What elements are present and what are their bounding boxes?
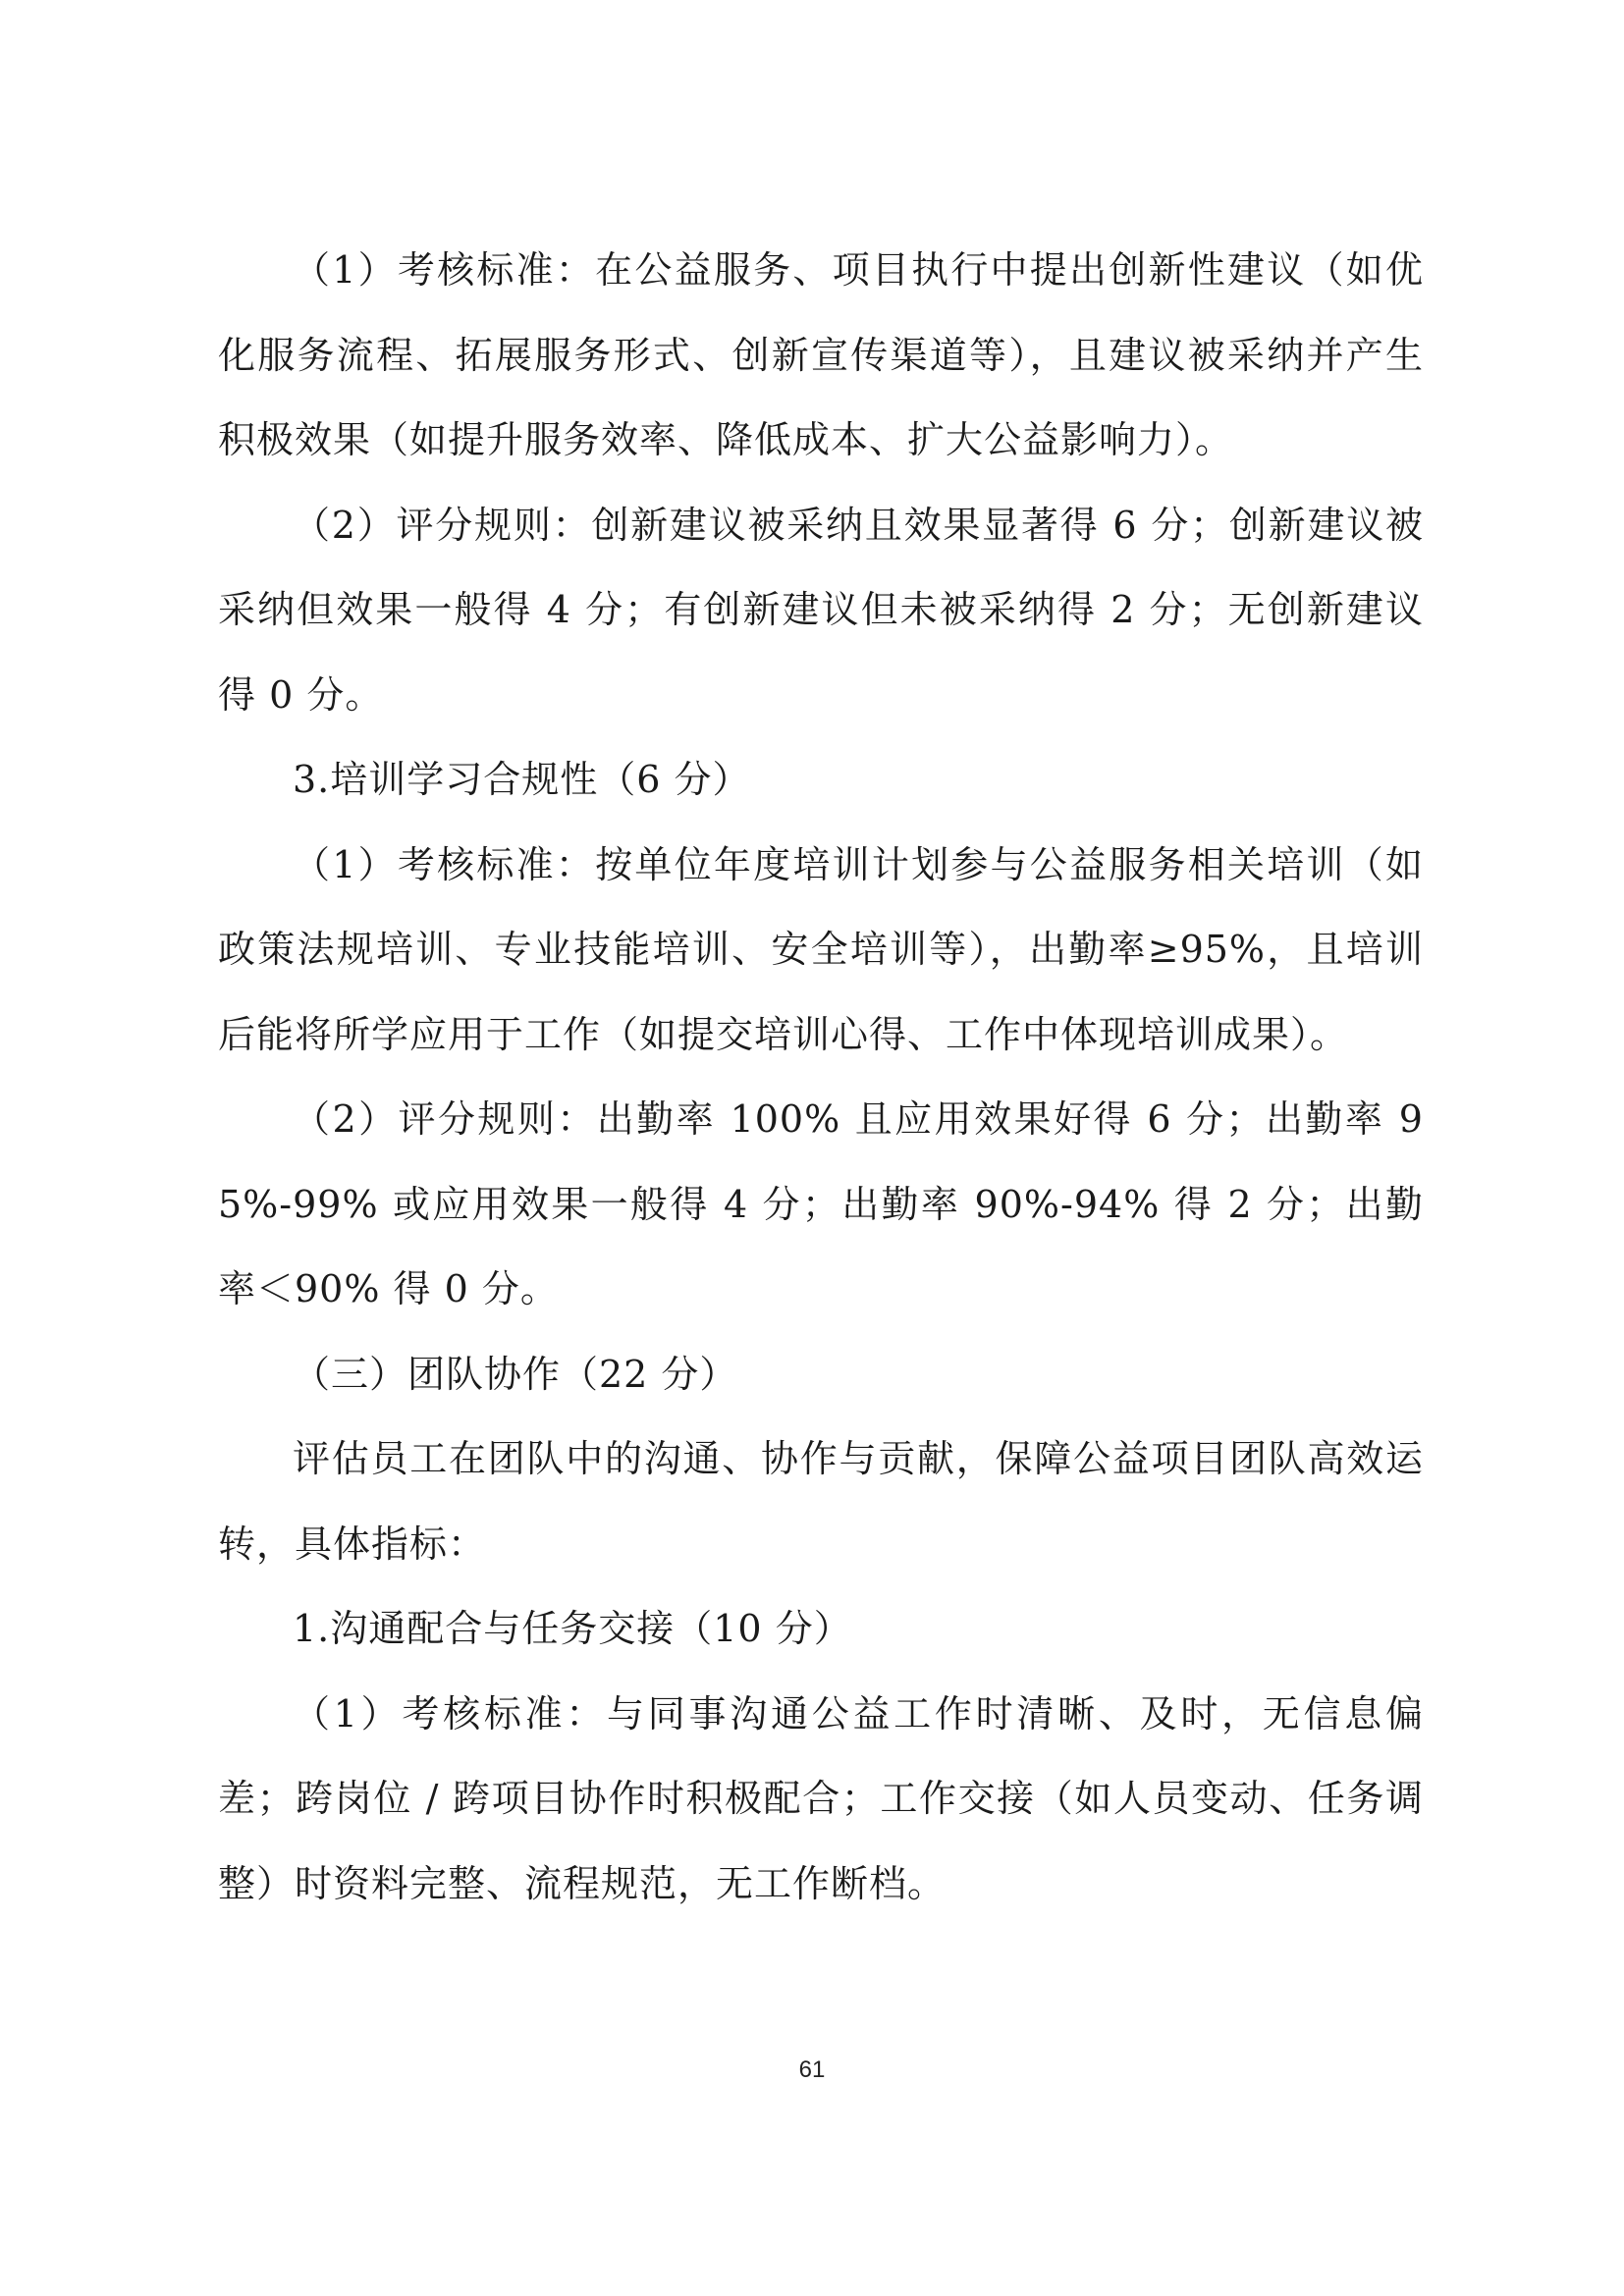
heading-training-compliance: 3.培训学习合规性（6 分） bbox=[293, 758, 751, 801]
paragraph-training-scoring: （2）评分规则：出勤率 100% 且应用效果好得 6 分；出勤率 95%-99% 或应用效果一般得 4 分；出勤率 90%-94% 得 2 分；出勤率＜90% 得 0 分。 bbox=[218, 1097, 1424, 1310]
paragraph-training-criteria: （1）考核标准：按单位年度培训计划参与公益服务相关培训（如政策法规培训、专业技能培训、安全培训等），出勤率≥95%，且培训后能将所学应用于工作（如提交培训心得、工作中体现培训成果）。 bbox=[218, 842, 1424, 1056]
paragraph-communication-criteria: （1）考核标准：与同事沟通公益工作时清晰、及时，无信息偏差；跨岗位 / 跨项目协作时积极配合；工作交接（如人员变动、任务调整）时资料完整、流程规范，无工作断档。 bbox=[218, 1691, 1424, 1905]
heading-communication-handover: 1.沟通配合与任务交接（10 分） bbox=[293, 1607, 852, 1650]
heading-teamwork: （三）团队协作（22 分） bbox=[293, 1352, 738, 1396]
paragraph-innovation-scoring: （2）评分规则：创新建议被采纳且效果显著得 6 分；创新建议被采纳但效果一般得 4 分；有创新建议但未被采纳得 2 分；无创新建议得 0 分。 bbox=[218, 503, 1424, 717]
document-body bbox=[218, 228, 1424, 1926]
page-number: 61 bbox=[798, 2056, 826, 2083]
paragraph-innovation-criteria: （1）考核标准：在公益服务、项目执行中提出创新性建议（如优化服务流程、拓展服务形式、创新宣传渠道等），且建议被采纳并产生积极效果（如提升服务效率、降低成本、扩大公益影响力）。 bbox=[218, 248, 1424, 461]
paragraph-teamwork-intro: 评估员工在团队中的沟通、协作与贡献，保障公益项目团队高效运转，具体指标： bbox=[218, 1437, 1424, 1566]
